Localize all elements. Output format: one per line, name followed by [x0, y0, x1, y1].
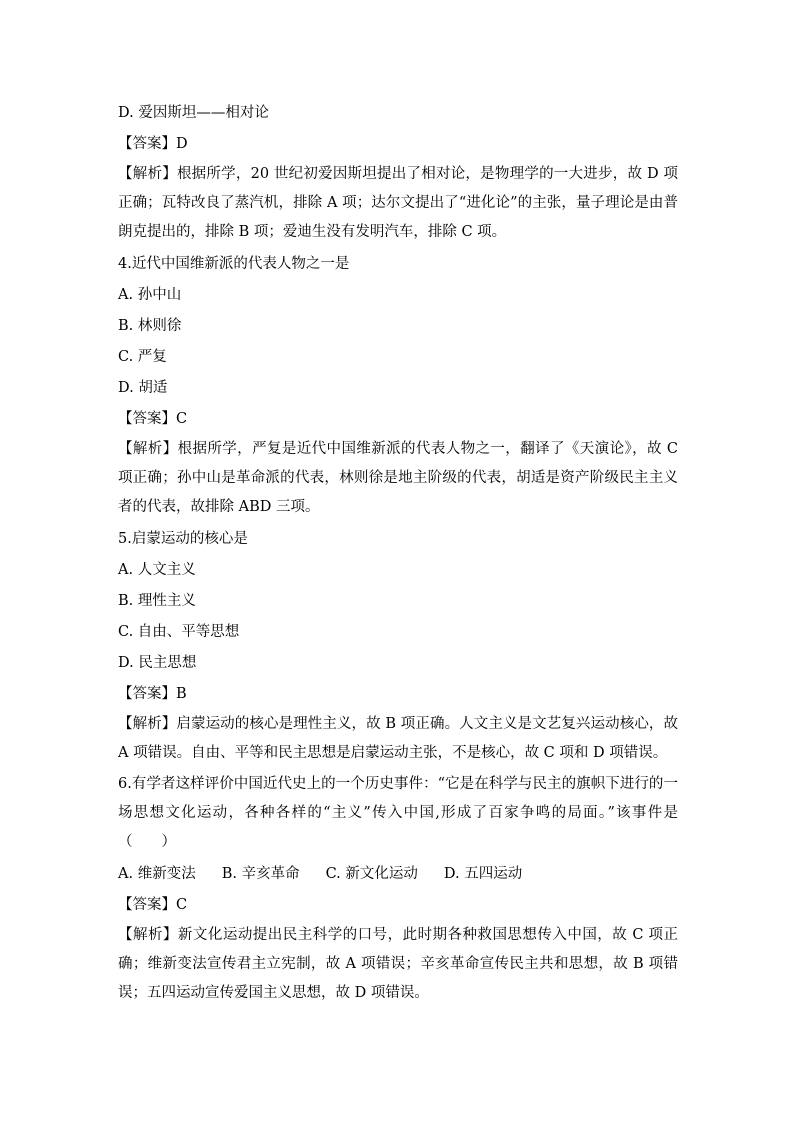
answer-value: C: [176, 411, 188, 427]
analysis-text: 根据所学，严复是近代中国维新派的代表人物之一，翻译了《天演论》，故 C 项正确；孙中山是革命派的代表，林则徐是地主阶级的代表，胡适是资产阶级民主主义者的代表，故排除 ABD 三项。: [118, 441, 679, 515]
answer-line: [118, 404, 678, 435]
answer-line: [118, 679, 678, 710]
option-item: B. 理性主义: [118, 593, 196, 609]
analysis-paragraph: [118, 435, 678, 522]
analysis-tag: 【解析】: [118, 716, 177, 732]
question-text: 4.近代中国维新派的代表人物之一是: [118, 256, 350, 272]
answer-value: D: [176, 136, 188, 152]
option-item: A. 人文主义: [118, 562, 196, 578]
document-content: [118, 98, 678, 1010]
option-item: B. 林则徐: [118, 318, 182, 334]
question-text: 6.有学者这样评价中国近代史上的一个历史事件：“它是在科学与民主的旗帜下进行的一场思想文化运动，各种各样的“主义”传入中国,形成了百家争鸣的局面。”该事件是（ ）: [118, 776, 678, 850]
option-item: A. 维新变法: [118, 866, 196, 882]
answer-line: [118, 129, 678, 160]
analysis-text: 启蒙运动的核心是理性主义，故 B 项正确。人文主义是文艺复兴运动核心，故 A 项错误。自由、平等和民主思想是启蒙运动主张，不是核心，故 C 项和 D 项错误。: [118, 716, 679, 761]
question-text: 5.启蒙运动的核心是: [118, 531, 248, 547]
analysis-paragraph: [118, 921, 678, 1008]
option-item: C. 自由、平等思想: [118, 624, 240, 640]
answer-tag: 【答案】: [118, 897, 176, 913]
answer-tag: 【答案】: [118, 686, 176, 702]
analysis-tag: 【解析】: [118, 927, 178, 943]
option-item: D. 胡适: [118, 380, 168, 396]
option-item: D. 民主思想: [118, 655, 197, 671]
analysis-text: 新文化运动提出民主科学的口号，此时期各种救国思想传入中国，故 C 项正确；维新变法宣传君主立宪制，故 A 项错误；辛亥革命宣传民主共和思想，故 B 项错误；五四运动宣传爱国主义思想，故 D 项错误。: [118, 927, 679, 1001]
answer-tag: 【答案】: [118, 136, 176, 152]
analysis-tag: 【解析】: [118, 441, 178, 457]
analysis-paragraph: [118, 710, 678, 768]
option-item: A. 孙中山: [118, 287, 182, 303]
answer-tag: 【答案】: [118, 411, 176, 427]
option-item: C. 新文化运动: [325, 866, 418, 882]
analysis-tag: 【解析】: [118, 166, 177, 182]
option-item: B. 辛亥革命: [221, 866, 300, 882]
analysis-text: 根据所学，20 世纪初爱因斯坦提出了相对论，是物理学的一大进步，故 D 项正确；瓦特改良了蒸汽机，排除 A 项；达尔文提出了“进化论”的主张，量子理论是由普朗克提出的，排除 B 项；爱迪生没有发明汽车，排除 C 项。: [118, 166, 679, 240]
answer-value: B: [176, 686, 187, 702]
option-item: C. 严复: [118, 349, 167, 365]
answer-line: [118, 890, 678, 921]
analysis-paragraph: [118, 160, 678, 247]
option-item: D. 爱因斯坦——相对论: [118, 105, 269, 121]
answer-value: C: [176, 897, 188, 913]
options-row: [118, 859, 678, 890]
option-item: D. 五四运动: [443, 866, 523, 882]
